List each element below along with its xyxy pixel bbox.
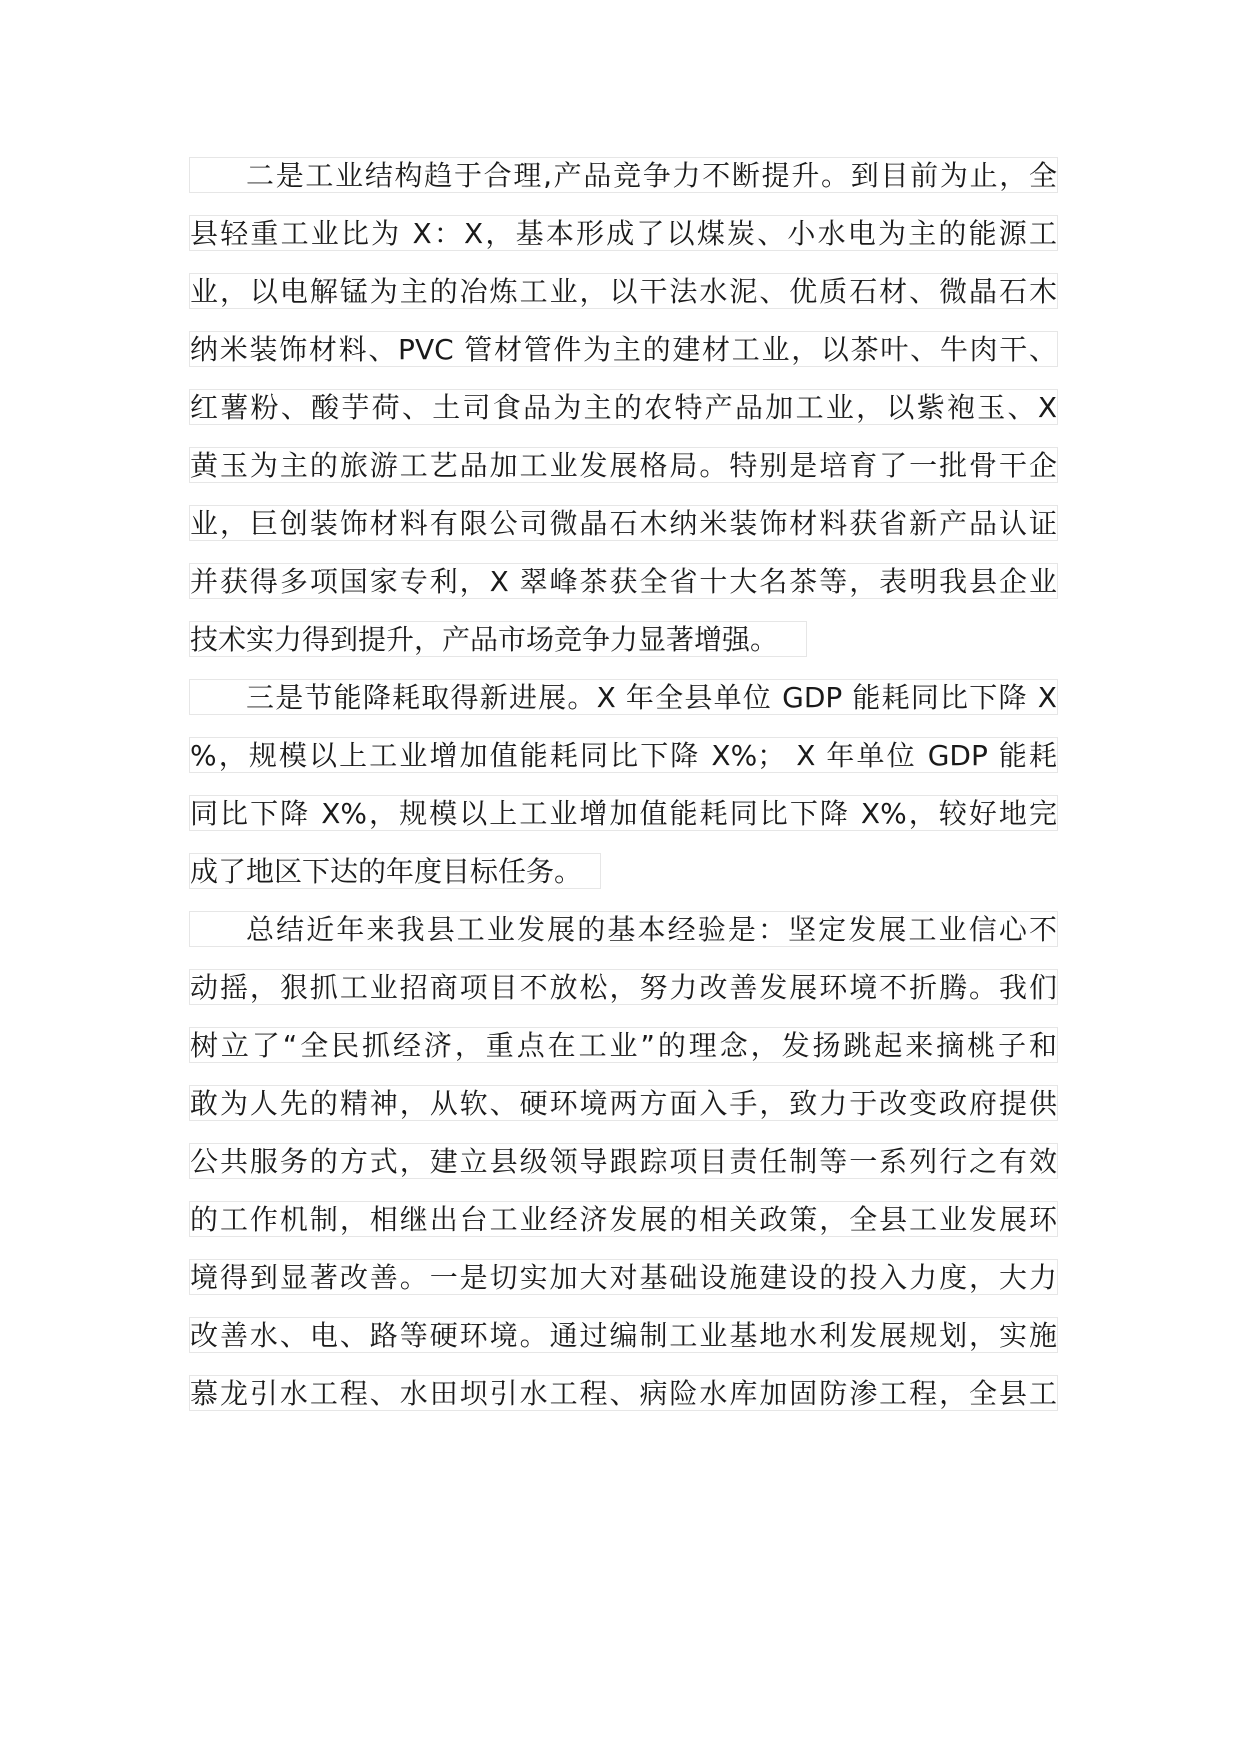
text-line: 技术实力得到提升，产品市场竞争力显著增强。 [189,621,807,657]
text-line: 成了地区下达的年度目标任务。 [189,853,601,889]
text-line: 的工作机制，相继出台工业经济发展的相关政策，全县工业发展环 [190,1203,1057,1236]
text-line: 同比下降 X%，规模以上工业增加值能耗同比下降 X%，较好地完 [190,797,1057,830]
text-line: 慕龙引水工程、水田坝引水工程、病险水库加固防渗工程，全县工 [190,1377,1057,1410]
text-line: 敢为人先的精神，从软、硬环境两方面入手，致力于改变政府提供 [190,1087,1057,1120]
text-line: 三是节能降耗取得新进展。X 年全县单位 GDP 能耗同比下降 X [189,679,1058,715]
text-line: 树立了“全民抓经济，重点在工业”的理念，发扬跳起来摘桃子和 [190,1029,1057,1062]
text-line: 总结近年来我县工业发展的基本经验是：坚定发展工业信心不 [189,911,1058,947]
text-line: 纳米装饰材料、PVC 管材管件为主的建材工业，以茶叶、牛肉干、 [190,333,1057,366]
text-line: 境得到显著改善。一是切实加大对基础设施建设的投入力度，大力 [190,1261,1057,1294]
text-line: 二是工业结构趋于合理,产品竞争力不断提升。到目前为止，全 [189,157,1058,193]
text-line: 红薯粉、酸芋荷、土司食品为主的农特产品加工业，以紫袍玉、X [190,391,1057,424]
text-line: 动摇，狠抓工业招商项目不放松，努力改善发展环境不折腾。我们 [190,971,1057,1004]
text-line: 并获得多项国家专利，X 翠峰茶获全省十大名茶等，表明我县企业 [190,565,1057,598]
text-line: 改善水、电、路等硬环境。通过编制工业基地水利发展规划，实施 [190,1319,1057,1352]
text-line: 黄玉为主的旅游工艺品加工业发展格局。特别是培育了一批骨干企 [190,449,1057,482]
text-line: 公共服务的方式，建立县级领导跟踪项目责任制等一系列行之有效 [190,1145,1057,1178]
text-line: 业，巨创装饰材料有限公司微晶石木纳米装饰材料获省新产品认证 [190,507,1057,540]
text-line: 业，以电解锰为主的冶炼工业，以干法水泥、优质石材、微晶石木 [190,275,1057,308]
text-line: 县轻重工业比为 X：X，基本形成了以煤炭、小水电为主的能源工 [190,217,1057,250]
text-line: %，规模以上工业增加值能耗同比下降 X%； X 年单位 GDP 能耗 [190,739,1057,772]
